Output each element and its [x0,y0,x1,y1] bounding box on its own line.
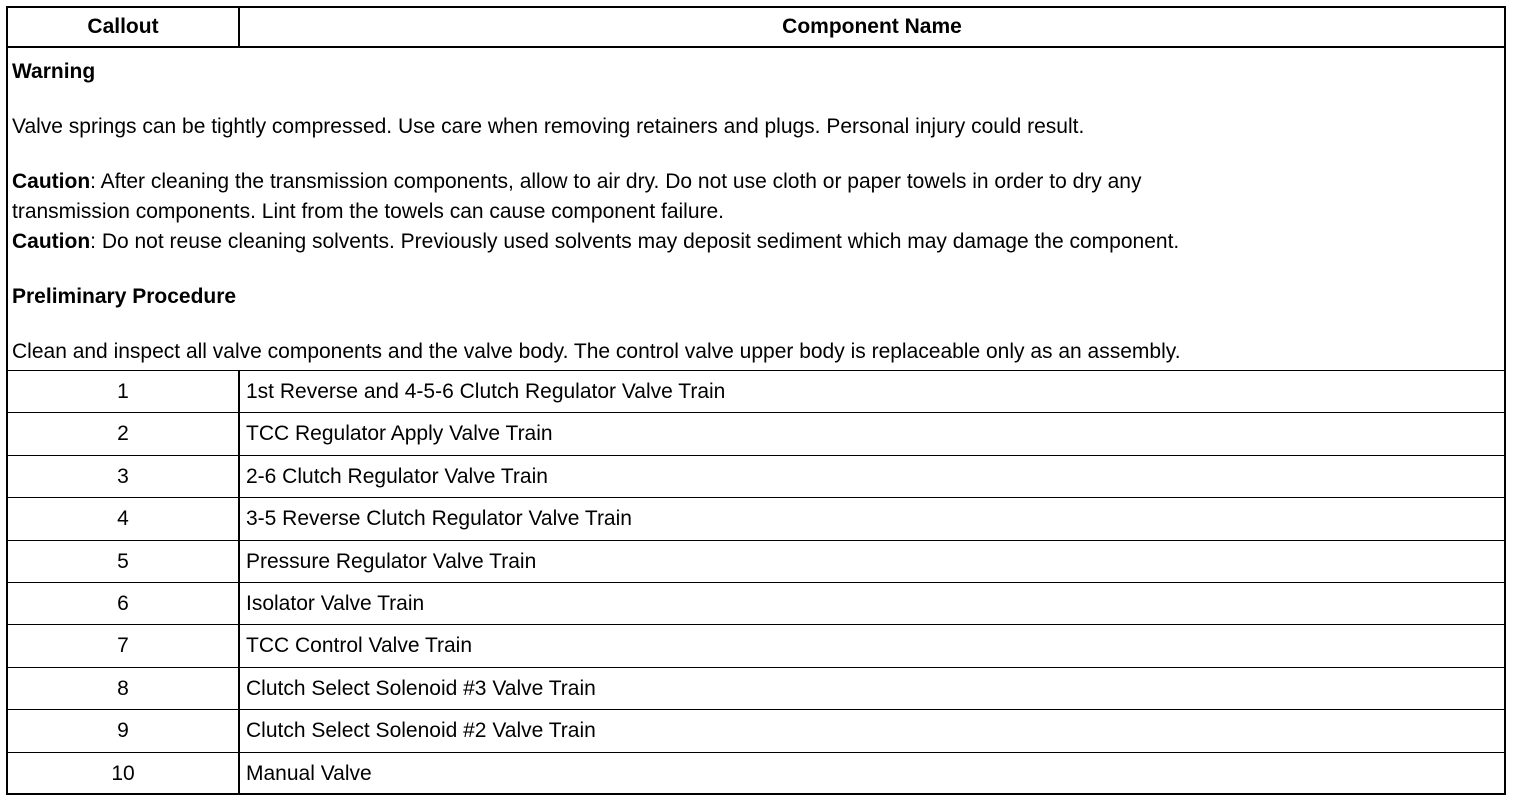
caution-1-line-2: transmission components. Lint from the towels can cause component failure. [12,200,725,223]
callout-cell: 3 [8,456,240,497]
component-name-cell: TCC Regulator Apply Valve Train [246,422,553,446]
procedure-text: Clean and inspect all valve components and the valve body. The control valve upper body is replaceable only as an assembly. [12,340,1181,363]
caution-label: Caution [12,170,91,193]
component-name-cell: 3-5 Reverse Clutch Regulator Valve Train [246,507,632,531]
table-row [8,498,1504,540]
callout-cell: 8 [8,668,240,709]
component-name-cell: 1st Reverse and 4-5-6 Clutch Regulator Valve Train [246,380,726,403]
table-row [8,753,1504,795]
caution-2 [12,227,1179,257]
component-table [6,6,1506,795]
component-name-cell: 2-6 Clutch Regulator Valve Train [246,464,548,488]
component-name-cell: Manual Valve [246,761,372,785]
callout-cell: 10 [8,753,240,795]
notes-block [8,48,1504,371]
callout-cell: 6 [8,583,240,624]
table-row [8,583,1504,625]
procedure-title: Preliminary Procedure [12,285,237,308]
warning-title: Warning [12,60,96,83]
callout-cell: 2 [8,413,240,454]
caution-2-text: : Do not reuse cleaning solvents. Previously used solvents may deposit sediment which may damage the component. [90,230,1180,253]
table-row [8,541,1504,583]
component-name-cell: Clutch Select Solenoid #3 Valve Train [246,676,596,700]
caution-1 [12,167,1141,197]
table-row [8,625,1504,667]
warning-text: Valve springs can be tightly compressed. Use care when removing retainers and plugs. Personal injury could result. [12,115,1085,138]
component-name-cell: Isolator Valve Train [246,591,425,615]
callout-cell: 9 [8,710,240,751]
table-header [8,8,1504,48]
table-row [8,668,1504,710]
table-row [8,371,1504,413]
callout-cell: 4 [8,498,240,539]
table-row [8,710,1504,752]
table-body [8,371,1504,795]
component-name-cell: TCC Control Valve Train [246,634,473,658]
callout-cell: 5 [8,541,240,582]
callout-cell: 7 [8,625,240,666]
callout-column-header: Callout [8,8,240,46]
component-name-cell: Clutch Select Solenoid #2 Valve Train [246,719,596,743]
caution-label: Caution [12,230,91,253]
component-name-cell: Pressure Regulator Valve Train [246,549,537,573]
table-row [8,413,1504,455]
caution-1-line-1: : After cleaning the transmission components, allow to air dry. Do not use cloth or paper towels in order to dry any [90,170,1142,193]
table-row [8,456,1504,498]
component-name-column-header: Component Name [782,15,962,38]
callout-cell: 1 [8,371,240,412]
